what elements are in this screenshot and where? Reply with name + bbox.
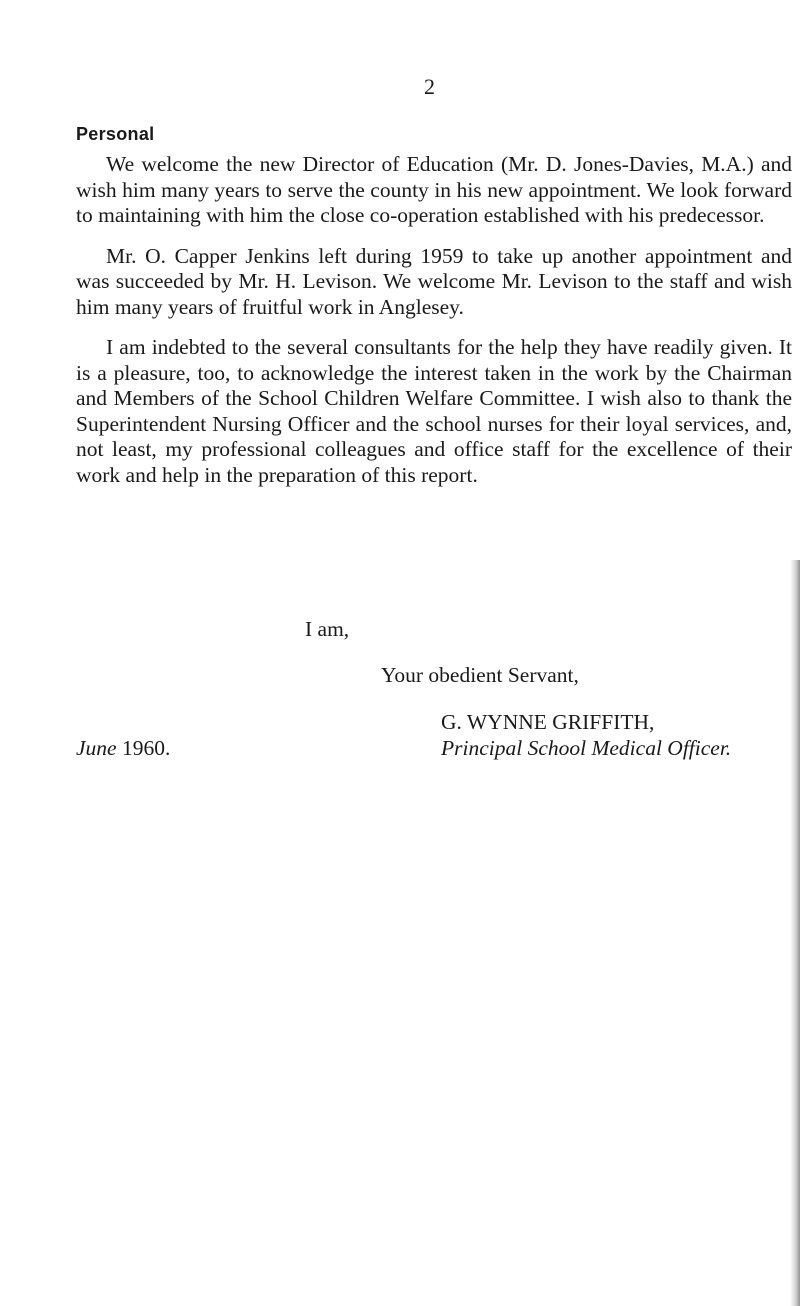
paragraph-staff-change: Mr. O. Capper Jenkins left during 1959 to take up another appointment and was succeeded by Mr. H. Levison. We welcome Mr. Levison to the staff and wish him many years of fruitful work in Anglesey.: [76, 243, 792, 319]
paragraph-director: We welcome the new Director of Education (Mr. D. Jones-Davies, M.A.) and wish him many years to serve the county in his new appointment. We look forward to maintaining with him the close co-operation established with his predecessor.: [76, 152, 792, 227]
date-year: 1960.: [121, 736, 171, 760]
page-edge-shadow: [790, 560, 800, 1306]
section-heading: Personal: [76, 124, 155, 144]
page-number: 2: [424, 74, 435, 99]
signature-title: Principal School Medical Officer.: [441, 736, 732, 760]
paragraph-acknowledgements: I am indebted to the several consultants for the help they have readily given. It is a pleasure, too, to acknowledge the interest taken in the work by the Chairman and Members of the School Children Welfare Committee. I wish also to thank the Superintendent Nursing Officer and the school nurses for their loyal services, and, not least, my professional colleagues and office staff for the excellence of their work and help in the preparation of this report.: [76, 335, 792, 487]
closing-line-servant: Your obedient Servant,: [381, 663, 579, 687]
body-text: [76, 152, 792, 503]
date-line: [76, 736, 170, 761]
closing-line-i-am: I am,: [305, 617, 350, 641]
date-month: June: [76, 736, 117, 760]
signature-name: G. WYNNE GRIFFITH,: [441, 710, 655, 734]
